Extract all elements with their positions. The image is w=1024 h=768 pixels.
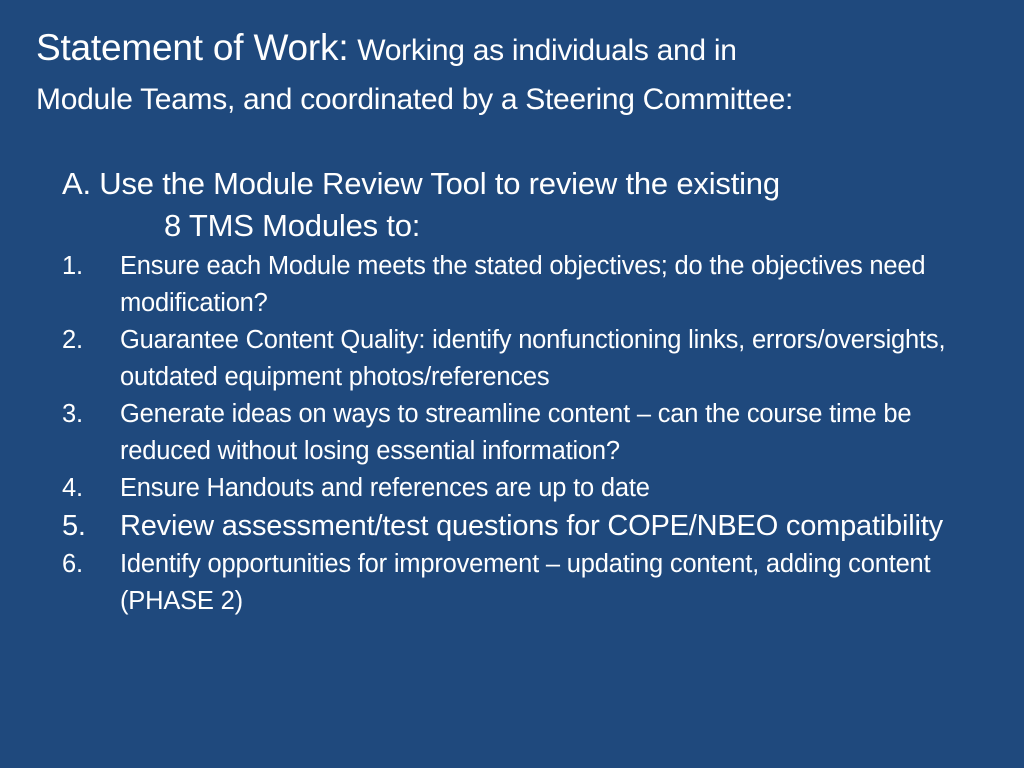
list-item-number: 6.	[62, 550, 83, 578]
list-item-text: Ensure Handouts and references are up to date	[120, 474, 650, 502]
section-heading	[62, 163, 962, 247]
list-item-number: 2.	[62, 326, 83, 354]
title-subtitle-part-2: Module Teams, and coordinated by a Steering Committee:	[36, 83, 794, 116]
list-item	[62, 248, 1002, 322]
title-main: Statement of Work:	[36, 27, 349, 68]
list-item-number: 3.	[62, 400, 83, 428]
list-item-text: Generate ideas on ways to streamline content – can the course time be reduced without losing essential information?	[120, 400, 912, 465]
task-list	[62, 248, 1002, 620]
list-item	[62, 470, 1002, 507]
list-item-text: Ensure each Module meets the stated objectives; do the objectives need modification?	[120, 252, 926, 317]
list-item-number: 5.	[62, 510, 86, 542]
list-item	[62, 322, 1002, 396]
list-item-text: Guarantee Content Quality: identify nonfunctioning links, errors/oversights, outdated equipment photos/references	[120, 326, 946, 391]
list-item-text: Review assessment/test questions for COPE/NBEO compatibility	[120, 510, 943, 542]
section-heading-line-1: A. Use the Module Review Tool to review the existing	[62, 166, 780, 201]
list-item	[62, 546, 1002, 620]
list-item-number: 1.	[62, 252, 83, 280]
title-subtitle-part-1: Working as individuals and in	[357, 34, 737, 67]
list-item	[62, 396, 1002, 470]
list-item-number: 4.	[62, 474, 83, 502]
section-heading-line-2: 8 TMS Modules to:	[164, 208, 421, 243]
list-item	[62, 507, 1002, 546]
slide-title	[36, 22, 996, 126]
title-line-1	[36, 22, 996, 74]
list-item-text: Identify opportunities for improvement – updating content, adding content (PHASE 2)	[120, 550, 931, 615]
